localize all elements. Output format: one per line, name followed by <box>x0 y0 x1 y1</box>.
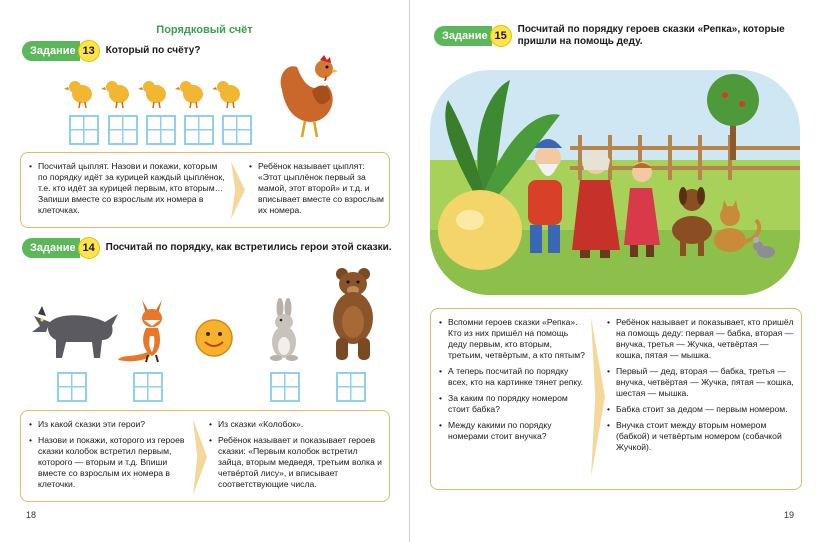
rabbit-icon <box>262 298 307 362</box>
task14-question-2: • Назови и покажи, которого из героев сказки колобок встретил первым, которого — вторым и т.д. Впиши вместе со взрослым их номера в клеточки. <box>29 435 197 490</box>
task14-question-1: • Из какой сказки эти герои? <box>29 419 197 430</box>
task13-info-box <box>20 152 390 228</box>
hen-icon <box>272 55 342 140</box>
task15-answer-3: • Бабка стоит за дедом — первым номером. <box>607 404 795 415</box>
task13-number: 13 <box>78 40 100 62</box>
task15-info-box <box>430 308 802 490</box>
task13-answer-cell-2[interactable] <box>108 115 138 145</box>
repka-scene-illustration <box>430 70 800 295</box>
task13-answer-cell-3[interactable] <box>146 115 176 145</box>
task14-answer-cell-wolf[interactable] <box>57 372 87 402</box>
task13-answer-cell-5[interactable] <box>222 115 252 145</box>
chevron-right-icon <box>591 317 605 477</box>
task14-number: 14 <box>78 237 100 259</box>
task14-info-box <box>20 410 390 502</box>
task14-header <box>22 237 392 259</box>
task13-badge: Задание <box>22 41 80 61</box>
right-page <box>410 0 818 542</box>
section-title: Порядковый счёт <box>156 24 253 36</box>
task14-badge: Задание <box>22 238 80 258</box>
task14-answer-cell-fox[interactable] <box>133 372 163 402</box>
task15-answer-4: • Внучка стоит между вторым номером (бабкой) и четвёртым номером (собачкой Жучкой). <box>607 420 795 453</box>
task13-question: Который по счёту? <box>105 45 201 56</box>
task13-answer-cell-4[interactable] <box>184 115 214 145</box>
chick-4-icon <box>175 81 203 108</box>
task14-answer-2: • Ребёнок называет и показывает героев сказки: «Первым колобок встретил зайца, вторым медведя, третьим волка и четвёртой лису», и вписывает соответствующие числа. <box>209 435 385 490</box>
task14-question: Посчитай по порядку, как встретились герои этой сказки. <box>105 242 392 253</box>
task13-instruction: • Посчитай цыплят. Назови и покажи, которым по порядку идёт за курицей каждый цыплёнок, т.е. кто идёт за курицей первым, кто вторым… Запиши вместе со взрослым их номера в клеточках. <box>29 161 227 216</box>
kolobok-icon <box>194 318 234 358</box>
task13-header <box>22 40 200 62</box>
task14-answer-1: • Из сказки «Колобок». <box>209 419 385 430</box>
task15-answer-1: • Ребёнок называет и показывает, кто пришёл на помощь деду: первая — бабка, вторая — внучка, третья — Жучка, четвёртая — кошка, пятая — мышка. <box>607 317 795 361</box>
chick-3-icon <box>138 81 166 108</box>
task15-question-4: • Между какими по порядку номерами стоит внучка? <box>439 420 589 442</box>
page-number-right: 19 <box>784 510 795 520</box>
chicks-illustration <box>60 78 260 108</box>
wolf-icon <box>30 292 120 362</box>
task13-answer-cell-1[interactable] <box>69 115 99 145</box>
task15-number: 15 <box>490 25 512 47</box>
task14-answer-cell-bear[interactable] <box>336 372 366 402</box>
task15-question-2: • А теперь посчитай по порядку всех, кто на картинке тянет репку. <box>439 366 589 388</box>
task15-question-1: • Вспомни героев сказки «Репка». Кто из них пришёл на помощь деду первым, кто вторым, третьим, четвёртым, а кто пятым? <box>439 317 589 361</box>
chevron-right-icon <box>231 161 245 219</box>
task15-header <box>434 24 788 48</box>
task14-answer-cell-rabbit[interactable] <box>270 372 300 402</box>
chick-1-icon <box>64 81 92 108</box>
fox-icon <box>118 300 178 362</box>
task13-answer: • Ребёнок называет цыплят: «Этот цыплёнок первый за мамой, этот второй» и т.д. и вписывает вместе со взрослым их номера. <box>249 161 385 216</box>
chick-2-icon <box>101 81 129 108</box>
bear-icon <box>326 266 381 364</box>
task15-question-3: • За каким по порядку номером стоит бабка? <box>439 393 589 415</box>
chick-5-icon <box>212 81 240 108</box>
task15-badge: Задание <box>434 26 492 46</box>
task15-question: Посчитай по порядку героев сказки «Репка», которые пришли на помощь деду. <box>517 24 785 47</box>
task15-answer-2: • Первый — дед, вторая — бабка, третья — внучка, четвёртая — Жучка, пятая — кошка, шестая — мышка. <box>607 366 795 399</box>
page-number-left: 18 <box>26 510 37 520</box>
